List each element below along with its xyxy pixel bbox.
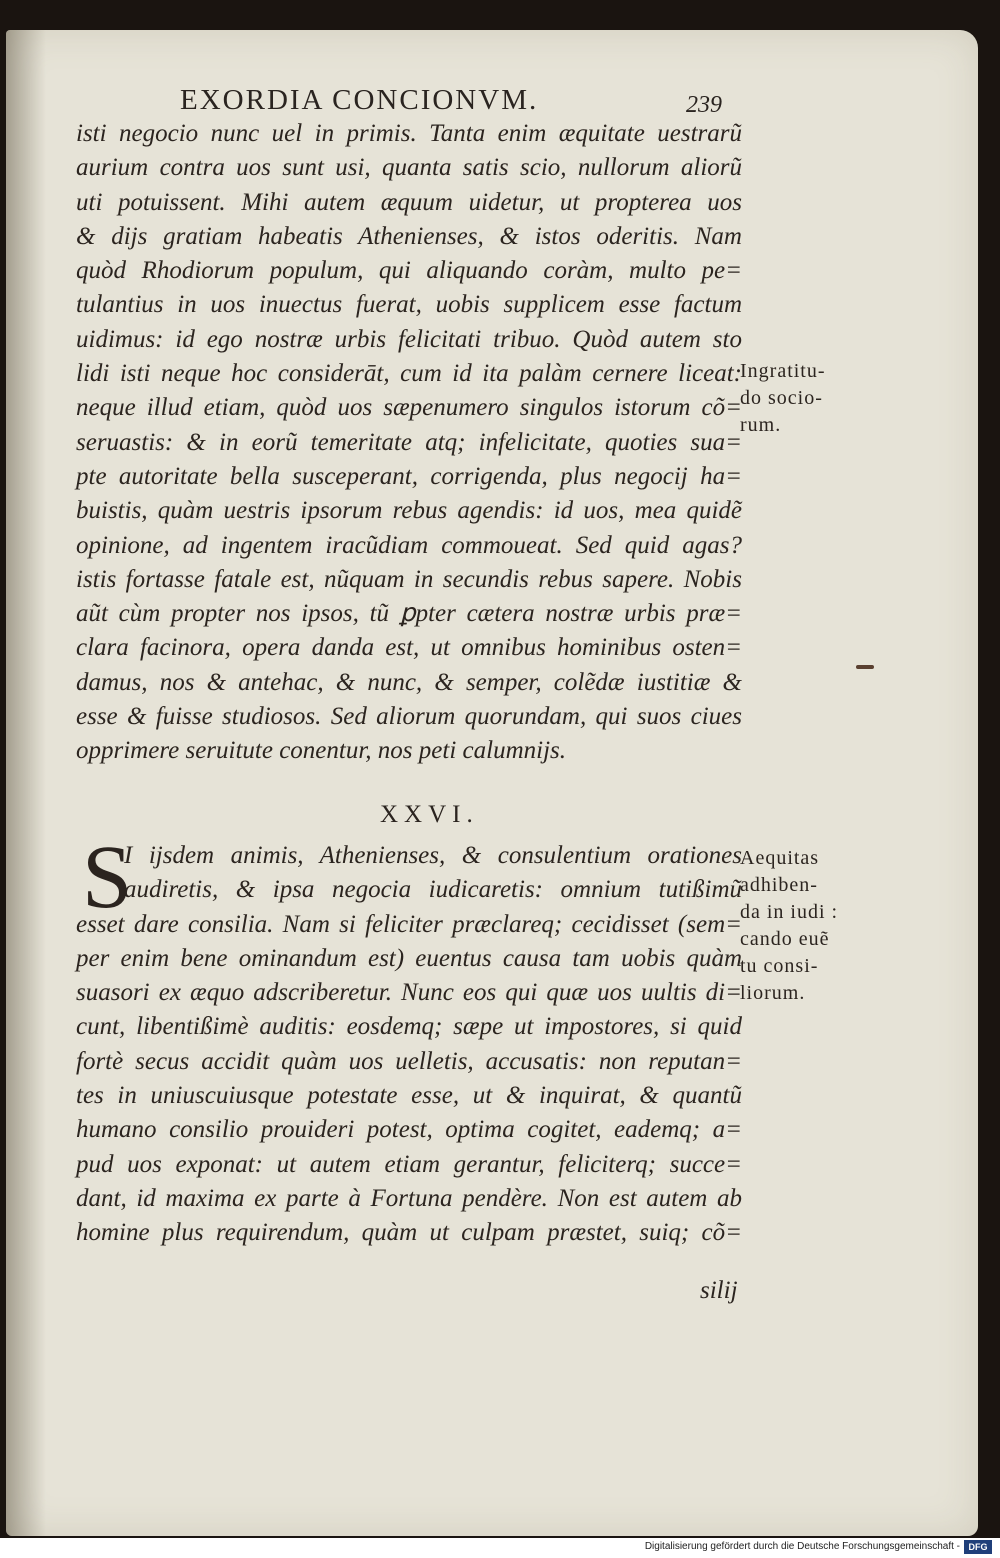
section-heading: XXVI. <box>380 801 479 828</box>
margin-note-aequitas <box>740 845 838 1007</box>
margin-note-line: adhiben- <box>740 874 818 896</box>
text-line: homine plus requirendum, quàm ut culpam præstet, suiq; cõ= <box>76 1219 742 1247</box>
margin-note-line: Aequitas <box>740 847 820 869</box>
text-line: damus, nos & antehac, & nunc, & semper, colẽdæ iustitiæ & <box>76 668 742 696</box>
margin-note-line: da in iudi : <box>740 901 839 923</box>
margin-note-line: liorum. <box>740 982 806 1004</box>
text-line: buistis, quàm uestris ipsorum rebus agendis: id uos, mea quidẽ <box>76 497 742 525</box>
margin-note-line: do socio- <box>740 387 823 409</box>
text-line: seruastis: & in eorũ temeritate atq; infelicitate, quoties sua= <box>76 428 742 456</box>
text-line: opprimere seruitute conentur, nos peti calumnijs. <box>76 737 566 765</box>
text-line: lidi isti neque hoc considerāt, cum id ita palàm cernere liceat: <box>76 360 742 388</box>
text-line: aurium contra uos sunt usi, quanta satis scio, nullorum aliorũ <box>76 154 742 182</box>
text-line: tes in uniuscuiusque potestate esse, ut & inquirat, & quantũ <box>76 1082 742 1110</box>
catchword: silij <box>700 1277 738 1304</box>
margin-note-line: Ingratitu- <box>740 360 826 382</box>
text-line: esse & fuisse studiosos. Sed aliorum quorundam, qui suos ciues <box>76 703 742 731</box>
margin-note-line: rum. <box>740 414 782 436</box>
dfg-logo: DFG <box>964 1540 992 1554</box>
text-line: opinione, ad ingentem iracũdiam commoueat. Sed quid agas? <box>76 531 742 559</box>
text-line: audiretis, & ipsa negocia iudicaretis: omnium tutißimũ <box>124 876 742 904</box>
running-head: EXORDIA CONCIONVM. <box>180 84 539 116</box>
text-line: pte autoritate bella susceperant, corrigenda, plus negocij ha= <box>76 462 742 490</box>
page-gutter-shadow <box>6 30 46 1536</box>
text-line: per enim bene ominandum est) euentus causa tam uobis quàm <box>76 944 742 972</box>
text-line: uti potuissent. Mihi autem æquum uidetur, ut propterea uos <box>76 188 742 216</box>
text-line: isti negocio nunc uel in primis. Tanta enim æquitate uestrarũ <box>76 120 742 147</box>
text-line: pud uos exponat: ut autem etiam gerantur, feliciterq; succe= <box>76 1150 742 1178</box>
text-line: dant, id maxima ex parte à Fortuna pendère. Non est autem ab <box>76 1184 742 1212</box>
ink-mark <box>856 665 874 669</box>
text-line: tulantius in uos inuectus fuerat, uobis supplicem esse factum <box>76 291 742 319</box>
text-line: neque illud etiam, quòd uos sæpenumero singulos istorum cõ= <box>76 394 742 422</box>
main-text-block-2 <box>76 839 742 1251</box>
text-line: uidimus: id ego nostræ urbis felicitati tribuo. Quòd autem sto <box>76 325 742 353</box>
text-line: aũt cùm propter nos ipsos, tũ ꝑpter cætera nostræ urbis præ= <box>76 600 742 628</box>
page-number: 239 <box>686 92 722 118</box>
text-line: cunt, libentißimè auditis: eosdemq; sæpe ut impostores, si quid <box>76 1013 742 1041</box>
text-line: fortè secus accidit quàm uos uelletis, accusatis: non reputan= <box>76 1047 742 1075</box>
text-line: suasori ex æquo adscriberetur. Nunc eos qui quæ uos uultis di= <box>76 979 742 1007</box>
margin-note-ingratitudo <box>740 358 826 439</box>
text-line: & dijs gratiam habeatis Athenienses, & istos oderitis. Nam <box>76 222 742 250</box>
text-line: clara facinora, opera danda est, ut omnibus hominibus osten= <box>76 634 742 662</box>
text-line: I ijsdem animis, Athenienses, & consulentium orationes <box>124 842 742 869</box>
main-text-block-1 <box>76 117 742 769</box>
footer-credit: Digitalisierung gefördert durch die Deutsche Forschungsgemeinschaft - <box>644 1541 960 1552</box>
drop-cap-initial: S <box>82 828 133 927</box>
margin-note-line: cando euẽ <box>740 928 830 950</box>
text-line: esset dare consilia. Nam si feliciter præclareq; cecidisset (sem= <box>76 910 742 938</box>
text-line: istis fortasse fatale est, nũquam in secundis rebus sapere. Nobis <box>76 565 742 593</box>
text-line: quòd Rhodiorum populum, qui aliquando coràm, multo pe= <box>76 257 742 285</box>
text-line: humano consilio prouideri potest, optima cogitet, eademq; a= <box>76 1116 742 1144</box>
margin-note-line: tu consi- <box>740 955 819 977</box>
